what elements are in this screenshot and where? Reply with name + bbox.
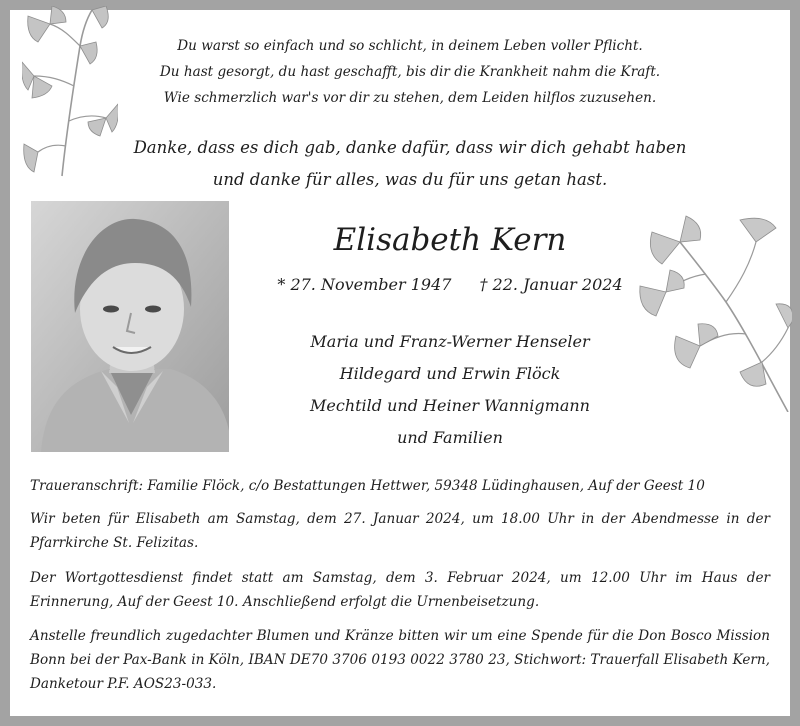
mourner-line: Mechtild und Heiner Wannigmann <box>310 396 590 415</box>
poem-line: Du warst so einfach und so schlicht, in deinem Leben voller Pflicht. <box>177 38 643 54</box>
mourner-line: und Familien <box>397 428 503 447</box>
thanks-line: Danke, dass es dich gab, danke dafür, dass wir dich gehabt haben <box>133 138 687 157</box>
mourners-list <box>240 326 660 454</box>
mourner-line: Hildegard und Erwin Flöck <box>339 364 561 383</box>
donation-notice: Anstelle freundlich zugedachter Blumen und Kränze bitten wir um eine Spende für die Don Bosco Mission Bonn bei der Pax-Bank in Köln, IBAN DE70 3706 0193 0022 3780 23, Stichwort: Trauerfall Elisabeth Kern, Danketour P.F. AOS23-033. <box>30 628 770 692</box>
poem-line: Wie schmerzlich war's vor dir zu stehen, dem Leiden hilflos zuzusehen. <box>163 90 657 106</box>
deceased-name: Elisabeth Kern <box>333 222 567 258</box>
mourner-line: Maria und Franz-Werner Henseler <box>310 332 590 351</box>
poem-line: Du hast gesorgt, du hast geschafft, bis dir die Krankheit nahm die Kraft. <box>159 64 661 80</box>
address-line: Traueranschrift: Familie Flöck, c/o Bestattungen Hettwer, 59348 Lüdinghausen, Auf der Geest 10 <box>30 478 705 494</box>
thanks-line: und danke für alles, was du für uns getan hast. <box>212 170 608 189</box>
birth-date: * 27. November 1947 <box>277 275 452 294</box>
mass-notice: Wir beten für Elisabeth am Samstag, dem 27. Januar 2024, um 18.00 Uhr in der Abendmesse in der Pfarrkirche St. Felizitas. <box>30 511 770 551</box>
thanks-verse <box>110 132 710 196</box>
life-dates <box>240 272 660 298</box>
death-date: † 22. Januar 2024 <box>479 275 623 294</box>
poem <box>120 33 700 111</box>
ginkgo-branch-icon <box>22 6 118 178</box>
portrait-photo <box>31 201 229 452</box>
service-notice: Der Wortgottesdienst findet statt am Samstag, dem 3. Februar 2024, um 12.00 Uhr im Haus der Erinnerung, Auf der Geest 10. Anschließend erfolgt die Urnenbeisetzung. <box>30 570 770 610</box>
